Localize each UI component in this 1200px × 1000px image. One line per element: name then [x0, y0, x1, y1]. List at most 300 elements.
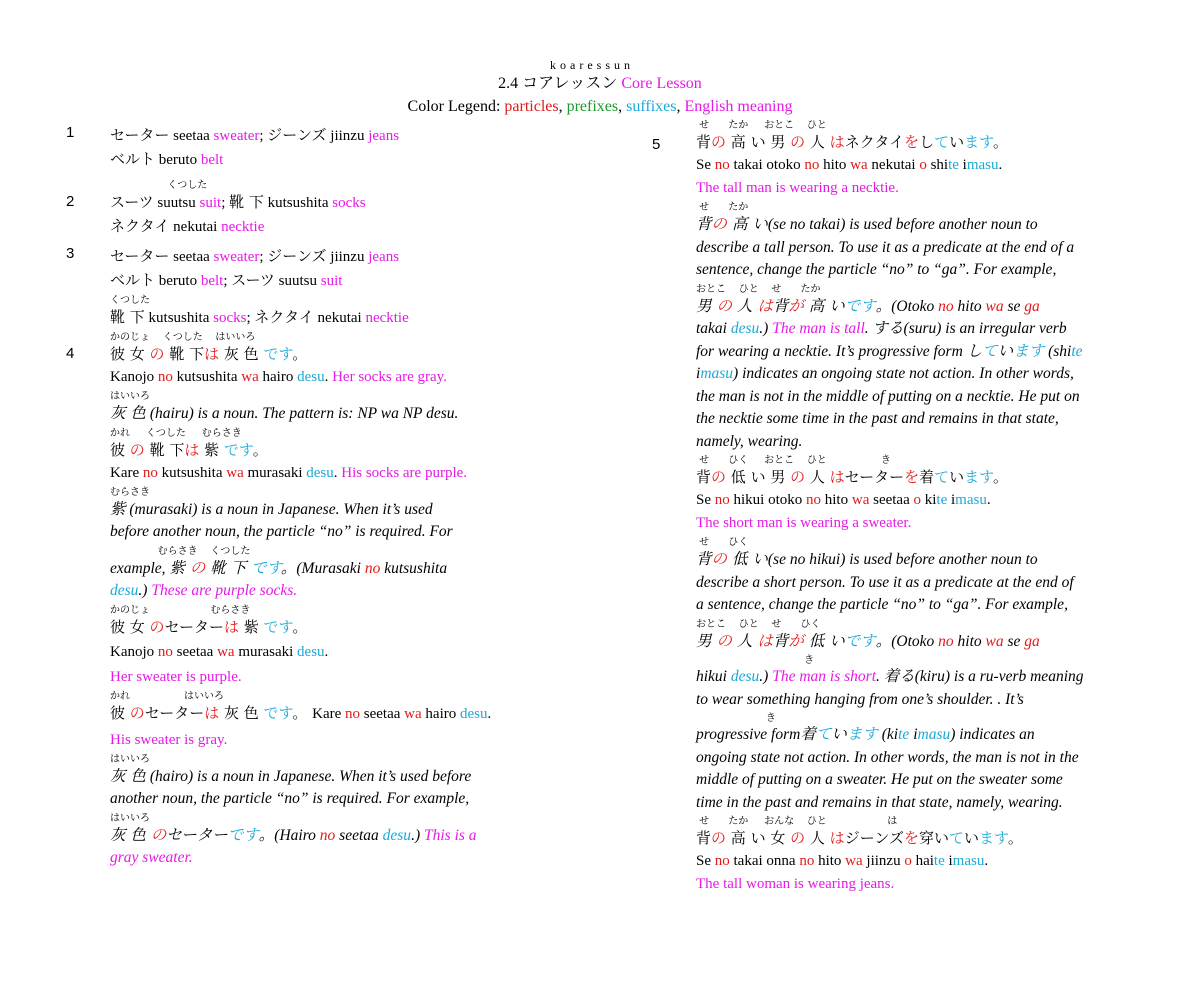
- vocab-line: [110, 245, 586, 269]
- particle: no: [364, 559, 381, 577]
- grammar-note: namely, wearing.: [696, 432, 803, 450]
- jp-text: 高 い 男: [726, 133, 791, 151]
- particle: は: [757, 631, 773, 650]
- note-text: 。(Murasaki: [280, 559, 365, 577]
- furigana: せ ひく おとこ ひと き: [696, 455, 891, 466]
- jp-text: 彼 女: [110, 617, 150, 636]
- item-number: 3: [66, 245, 75, 262]
- grammar-note: [110, 498, 586, 522]
- particle: wa: [845, 853, 863, 869]
- furigana: おとこ ひと せ ひく: [696, 618, 821, 630]
- romaji-text: seetaa: [869, 492, 914, 508]
- suffix: て: [815, 726, 832, 743]
- romaji-text: hai: [911, 853, 934, 869]
- furigana: むらさき: [110, 486, 150, 498]
- note-text: 。(Hairo: [258, 826, 320, 844]
- jp-text: 人: [731, 296, 758, 315]
- romaji-text: i: [947, 492, 956, 508]
- japanese-sentence: [696, 131, 1172, 154]
- jp-text: 人: [731, 631, 758, 650]
- particle: no: [345, 705, 361, 722]
- vocab-english: belt: [200, 273, 224, 289]
- particle: の: [150, 825, 167, 844]
- romaji-text: jiinzu: [862, 853, 905, 869]
- furigana: はいいろ: [110, 812, 150, 824]
- romaji-text: .: [487, 705, 492, 722]
- jp-text: 紫: [199, 440, 224, 459]
- separator: ;: [223, 273, 232, 289]
- grammar-note: [696, 724, 1172, 747]
- particle: の: [716, 631, 732, 650]
- particle: wa: [217, 643, 235, 660]
- note-text: takai: [696, 320, 731, 337]
- note-text: for wearing a necktie. It’s progressive form し: [696, 342, 983, 360]
- note-text: い: [831, 726, 847, 743]
- suffix: masu: [917, 726, 951, 743]
- jp-text: 灰 色: [110, 825, 151, 844]
- suffix: です: [227, 825, 259, 844]
- grammar-note: [110, 557, 586, 581]
- particle: no: [806, 492, 822, 508]
- jp-text: 。: [1007, 829, 1023, 847]
- title-english: Core Lesson: [621, 75, 702, 92]
- vocab-romaji: beruto: [155, 273, 201, 289]
- item-number: 5: [652, 136, 661, 153]
- romaji-sentence: [696, 489, 1172, 512]
- grammar-note: another noun, the particle “no” is required. For example,: [110, 790, 470, 807]
- particle: wa: [850, 157, 868, 173]
- jp-text: 灰 色: [219, 703, 264, 722]
- vocab-line: [110, 269, 586, 293]
- legend-separator: ,: [558, 98, 563, 115]
- separator: ;: [259, 128, 268, 144]
- particle: の: [716, 296, 732, 315]
- suffix: masu: [955, 492, 987, 508]
- jp-text: 低 い: [803, 631, 845, 650]
- suffix: て: [934, 133, 950, 151]
- romaji-text: takai onna: [729, 853, 800, 869]
- jp-text: 灰 色: [110, 766, 146, 785]
- furigana: き: [696, 713, 776, 724]
- vocab-english: jeans: [368, 249, 400, 265]
- jp-text: 低 い: [727, 550, 768, 568]
- furigana: はいいろ: [110, 391, 150, 402]
- grammar-note: describe a tall person. To use it as a predicate at the end of a: [696, 238, 1075, 256]
- furigana: かれ はいいろ: [110, 690, 225, 702]
- english-meaning: These are purple socks.: [151, 582, 298, 599]
- suffix: desu: [730, 668, 760, 685]
- suffix: te: [936, 492, 948, 508]
- particle: no: [157, 369, 173, 385]
- english-meaning: The man is tall: [772, 320, 865, 337]
- particle: は: [829, 468, 845, 486]
- suffix: te: [933, 853, 945, 869]
- english-meaning: The man is short: [772, 668, 876, 685]
- vocab-japanese: スーツ: [110, 193, 154, 211]
- grammar-note: middle of putting on a sweater. He put on the sweater some: [696, 771, 1063, 788]
- vocab-item-2: [66, 180, 586, 239]
- note-text: .): [759, 320, 773, 337]
- romaji-text: takai otoko: [729, 157, 805, 173]
- romaji-text: hairo: [258, 369, 298, 385]
- furigana: くつした: [110, 295, 150, 306]
- note-text: (hairu) is a noun. The pattern is: NP wa NP desu.: [145, 405, 459, 422]
- note-text: .): [138, 582, 152, 599]
- title-japanese: コアレッスン: [522, 73, 618, 92]
- lesson-header: [0, 58, 1200, 116]
- legend-prefixes: prefixes: [566, 98, 619, 115]
- separator: ;: [259, 249, 268, 265]
- note-text: ) indicates an: [950, 726, 1035, 743]
- particle: の: [149, 617, 165, 636]
- jp-text: 彼 女: [110, 345, 150, 363]
- english-meaning: The tall man is wearing a necktie.: [696, 180, 899, 196]
- romaji-text: Se: [696, 492, 715, 508]
- particle: の: [790, 468, 806, 486]
- note-text: . 着る(kiru) is a ru-verb meaning: [876, 668, 1084, 685]
- particle: o: [913, 492, 921, 508]
- jp-text: 人: [805, 468, 830, 486]
- jp-text: セーター: [164, 617, 224, 636]
- suffix: desu: [110, 582, 139, 599]
- romaji-text: hito: [821, 492, 852, 508]
- jp-text: セーター: [144, 703, 205, 722]
- grammar-note: the necktie some time in the past and remains in that state,: [696, 410, 1059, 427]
- jp-text: 高 い: [803, 296, 845, 315]
- vocab-romaji: beruto: [155, 152, 201, 168]
- romaji-text: seetaa: [360, 705, 405, 722]
- note-text: (murasaki) is a noun in Japanese. When it’s used: [125, 500, 433, 518]
- jp-text: 男: [696, 631, 717, 650]
- romaji-sentence: [696, 850, 1172, 873]
- jp-text: い: [964, 829, 980, 847]
- vocab-romaji: suutsu: [153, 195, 200, 211]
- jp-text: セーター: [844, 468, 905, 486]
- english-meaning: Her socks are gray.: [332, 369, 447, 385]
- furigana: せ ひく: [696, 537, 749, 548]
- jp-text: ジーンズ: [844, 829, 904, 847]
- jp-text: 。: [992, 468, 1008, 486]
- particle: の: [790, 829, 806, 847]
- suffix: ます: [1013, 342, 1045, 360]
- romaji-text: Kanojo: [110, 643, 158, 660]
- legend-label: Color Legend:: [407, 98, 501, 115]
- furigana: せ たか: [696, 202, 749, 213]
- note-text: .): [411, 826, 424, 844]
- furigana: かれ くつした むらさき: [110, 427, 242, 439]
- jp-text: 背: [696, 133, 712, 151]
- particle: no: [319, 826, 336, 844]
- note-text: seetaa: [335, 826, 383, 844]
- particle: wa: [404, 705, 422, 722]
- romaji-text: Kare: [312, 705, 346, 722]
- vocab-english: sweater: [213, 249, 260, 265]
- romaji-text: .: [984, 853, 989, 869]
- particle: no: [714, 853, 730, 869]
- suffix: desu: [306, 464, 334, 481]
- grammar-note: a sentence, change the particle “no” to “ga”. For example,: [696, 596, 1068, 613]
- particle: は: [829, 829, 845, 847]
- vocab-romaji: nekutai: [313, 310, 366, 326]
- furigana: せ たか おとこ ひと: [696, 120, 827, 131]
- particle: o: [919, 157, 927, 173]
- japanese-sentence: [696, 466, 1172, 489]
- vocab-japanese: セーター: [110, 247, 170, 265]
- english-meaning: His sweater is gray.: [110, 731, 228, 748]
- particle: の: [189, 559, 206, 577]
- vocab-line: [110, 148, 586, 172]
- romaji-text: murasaki: [234, 643, 298, 660]
- legend-separator: ,: [618, 98, 623, 115]
- grammar-note: [696, 630, 1172, 654]
- particle: が: [788, 631, 804, 650]
- suffix: masu: [966, 157, 999, 173]
- jp-text: ネクタイ: [844, 133, 905, 151]
- english-meaning: This is a: [423, 826, 477, 844]
- vocab-english: necktie: [221, 219, 265, 235]
- grammar-note: to wear something hanging from one’s shoulder. . It’s: [696, 690, 1024, 708]
- suffix: て: [982, 342, 998, 360]
- furigana: せ たか おんな ひと は: [696, 816, 898, 827]
- particle: no: [938, 297, 954, 315]
- note-text: 。(Otoko: [875, 632, 939, 650]
- jp-text: 靴 下: [205, 558, 252, 577]
- jp-text: 彼: [110, 440, 130, 459]
- japanese-sentence: [110, 343, 586, 366]
- particle: no: [804, 157, 820, 173]
- vocab-japanese: ネクタイ: [254, 308, 314, 326]
- jp-text: 背: [772, 296, 789, 315]
- note-text: se: [1003, 297, 1025, 315]
- grammar-note: [110, 402, 586, 426]
- example-item-5: [652, 120, 1172, 896]
- jp-text: 着: [919, 468, 935, 486]
- suffix: です: [263, 703, 293, 722]
- note-text: (se no hikui) is used before another noun to: [767, 551, 1038, 568]
- particle: は: [223, 617, 239, 636]
- furigana: むらさき くつした: [110, 545, 251, 557]
- particle: の: [711, 829, 727, 847]
- vocab-line: [110, 191, 586, 215]
- english-meaning: Her sweater is purple.: [110, 668, 242, 685]
- vocab-line: [110, 215, 586, 239]
- particle: の: [711, 133, 727, 151]
- suffix: te: [948, 157, 959, 173]
- romaji-text: murasaki: [243, 464, 307, 481]
- romaji-text: i: [944, 853, 953, 869]
- grammar-note: [110, 824, 586, 848]
- vocab-line: [110, 124, 586, 148]
- vocab-english: jeans: [368, 128, 400, 144]
- jp-text: 灰 色: [110, 404, 146, 422]
- vocab-romaji: kutsushita: [144, 310, 214, 326]
- vocab-english: sweater: [213, 128, 260, 144]
- romaji-text: kutsushita: [157, 464, 227, 481]
- particle: wa: [985, 297, 1004, 315]
- particle: の: [711, 550, 728, 568]
- note-text: hikui: [696, 668, 731, 685]
- note-text: se: [1003, 632, 1025, 650]
- vocab-romaji: suutsu: [274, 273, 321, 289]
- note-text: ) indicates an ongoing state not action. In other words,: [733, 365, 1074, 382]
- romaji-text: i: [958, 157, 967, 173]
- suffix: です: [844, 631, 876, 650]
- jp-text: い: [949, 468, 965, 486]
- grammar-note: time in the past and remains in that state, namely, wearing.: [696, 793, 1063, 811]
- note-text: 。(Otoko: [875, 297, 939, 315]
- particle: wa: [851, 492, 870, 508]
- suffix: desu: [382, 826, 412, 844]
- title-ruby: koaressun: [550, 58, 634, 72]
- particle: no: [157, 643, 173, 660]
- jp-text: 背: [696, 215, 712, 233]
- romaji-text: .: [324, 643, 329, 660]
- romaji-text: .: [986, 492, 991, 508]
- jp-text: 背: [772, 631, 789, 650]
- grammar-note: describe a short person. To use it as a predicate at the end of: [696, 573, 1074, 591]
- jp-text: 灰 色: [219, 345, 264, 363]
- romaji-text: hito: [814, 853, 846, 869]
- suffix: masu: [952, 853, 985, 869]
- note-text: (hairo) is a noun in Japanese. When it’s used before: [145, 767, 472, 785]
- romaji-sentence: [110, 641, 586, 664]
- particle: は: [757, 296, 773, 315]
- note-text: .): [759, 668, 773, 685]
- jp-text: 。: [292, 703, 313, 722]
- vocab-item-3: [66, 245, 586, 330]
- vocab-japanese: 靴 下: [229, 193, 264, 211]
- jp-text: 背: [696, 468, 712, 486]
- jp-text: い: [949, 133, 965, 151]
- romaji-text: nekutai: [867, 157, 920, 173]
- grammar-note: [696, 295, 1172, 319]
- jp-text: 高 い 女: [726, 829, 791, 847]
- jp-text: 紫: [238, 617, 264, 636]
- vocab-romaji: nekutai: [169, 219, 222, 235]
- particle: no: [799, 853, 815, 869]
- particle: は: [204, 703, 220, 722]
- grammar-note: [110, 580, 586, 603]
- furigana: き: [696, 655, 815, 666]
- vocab-japanese: ジーンズ: [267, 126, 327, 144]
- jp-text: 紫: [169, 558, 190, 577]
- jp-text: 男: [696, 296, 717, 315]
- particle: no: [714, 492, 730, 508]
- particle: の: [711, 215, 728, 233]
- legend-suffixes: suffixes: [626, 98, 677, 115]
- romaji-text: kutsushita: [172, 369, 242, 385]
- jp-text: 背: [696, 550, 712, 568]
- romaji-sentence: [110, 366, 586, 389]
- suffix: desu: [730, 320, 760, 337]
- romaji-text: hairo: [421, 705, 460, 722]
- jp-text: 。: [992, 133, 1008, 151]
- suffix: て: [949, 829, 965, 847]
- vocab-romaji: jiinzu: [326, 249, 369, 265]
- vocab-japanese: ジーンズ: [267, 247, 327, 265]
- legend-english: English meaning: [684, 98, 793, 115]
- romaji-text: Kare: [110, 464, 143, 481]
- note-text: (shi: [1044, 342, 1072, 360]
- particle: を: [904, 133, 920, 151]
- vocab-japanese: スーツ: [231, 271, 275, 289]
- particle: の: [711, 468, 727, 486]
- jp-text: 穿: [918, 829, 934, 847]
- vocab-english: suit: [199, 195, 222, 211]
- particle: の: [129, 703, 145, 722]
- suffix: desu: [297, 643, 325, 660]
- vocab-item-1: [66, 124, 586, 172]
- vocab-japanese: ネクタイ: [110, 217, 170, 235]
- jp-text: 人: [805, 829, 830, 847]
- jp-text: 紫: [110, 499, 126, 518]
- particle: は: [204, 345, 220, 363]
- jp-text: 背: [696, 829, 712, 847]
- color-legend: [0, 98, 1200, 116]
- suffix: masu: [700, 365, 734, 382]
- suffix: です: [263, 617, 293, 636]
- grammar-note: [696, 363, 1172, 386]
- particle: ga: [1024, 632, 1040, 650]
- japanese-sentence: [110, 616, 586, 639]
- furigana: おとこ ひと せ たか: [696, 283, 821, 295]
- romaji-sentence: [110, 462, 586, 485]
- left-column: [66, 124, 586, 870]
- vocab-japanese: ベルト: [110, 150, 156, 168]
- particle: の: [790, 133, 806, 151]
- particle: wa: [985, 632, 1004, 650]
- suffix: です: [251, 559, 281, 577]
- furigana: くつした: [110, 180, 208, 191]
- note-text: example,: [110, 559, 170, 577]
- particle: no: [714, 157, 730, 173]
- grammar-note: before another noun, the particle “no” is required. For: [110, 523, 453, 540]
- jp-text: 靴 下: [144, 440, 185, 459]
- example-item-4: [66, 332, 586, 870]
- suffix: です: [844, 296, 876, 315]
- note-text: い: [997, 342, 1014, 360]
- japanese-sentence: [696, 827, 1172, 850]
- grammar-note: [110, 765, 586, 789]
- vocab-english: socks: [213, 310, 247, 326]
- grammar-note: [696, 341, 1172, 364]
- grammar-note: the man is not in the middle of putting on a necktie. He put on: [696, 387, 1080, 405]
- particle: o: [904, 853, 912, 869]
- vocab-japanese: 靴 下: [110, 308, 145, 326]
- romaji-text: .: [324, 369, 333, 385]
- jp-text: 。: [292, 617, 308, 636]
- romaji-text: Se: [696, 853, 715, 869]
- suffix: te: [898, 726, 910, 743]
- romaji-text: Se: [696, 157, 715, 173]
- particle: wa: [241, 369, 259, 385]
- legend-particles: particles: [504, 98, 559, 115]
- jp-text: セーター: [166, 825, 228, 844]
- vocab-romaji: seetaa: [169, 249, 214, 265]
- grammar-note: [696, 213, 1172, 237]
- note-text: hito: [953, 297, 986, 315]
- japanese-sentence: [110, 439, 586, 462]
- particle: の: [129, 440, 145, 459]
- particle: が: [788, 296, 804, 315]
- grammar-note: [696, 666, 1172, 689]
- particle: no: [142, 464, 158, 481]
- grammar-note: sentence, change the particle “no” to “ga”. For example,: [696, 261, 1057, 278]
- right-column: [652, 118, 1172, 896]
- romaji-text: ki: [921, 492, 937, 508]
- suffix: ます: [964, 133, 993, 151]
- note-text: i: [909, 726, 918, 743]
